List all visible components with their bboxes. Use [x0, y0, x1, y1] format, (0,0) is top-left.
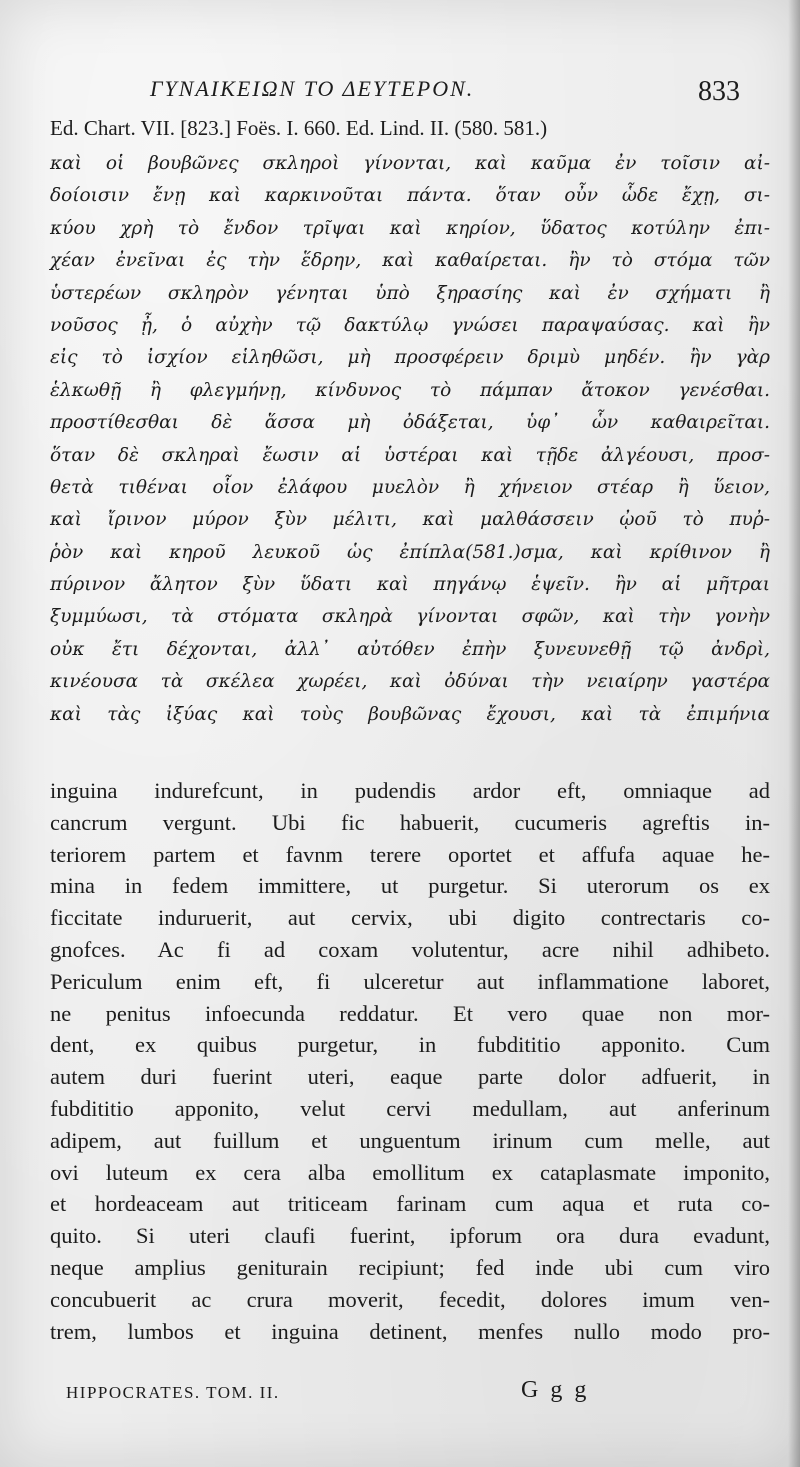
latin-translation-block: [50, 775, 770, 1347]
latin-line: concubuerit ac crura moverit, fecedit, dolores imum ven-: [50, 1286, 770, 1312]
edition-reference-line: Ed. Chart. VII. [823.] Foës. I. 660. Ed. Lind. II. (580. 581.): [50, 116, 548, 140]
latin-line: teriorem partem et favnm terere oportet et affufa aquae he-: [50, 841, 770, 867]
greek-line: οὐκ ἔτι δέχονται, ἀλλ᾽ αὐτόθεν ἐπὴν ξυνευνεθῇ τῷ ἀνδρὶ,: [50, 638, 770, 660]
greek-text-block: [50, 148, 770, 731]
page-edge-shadow: [788, 0, 800, 1467]
page-footer: [66, 1377, 666, 1413]
latin-line: et hordeaceam aut triticeam farinam cum aqua et ruta co-: [50, 1191, 770, 1217]
greek-line: καὶ τὰς ἰξύας καὶ τοὺς βουβῶνας ἔχουσι, καὶ τὰ ἐπιμήνια: [50, 703, 770, 725]
greek-line: ξυμμύωσι, τὰ στόματα σκληρὰ γίνονται σφῶν, καὶ τὴν γονὴν: [50, 606, 770, 628]
latin-line: dent, ex quibus purgetur, in fubdititio apponito. Cum: [50, 1032, 770, 1058]
signature-mark: G g g: [521, 1377, 590, 1403]
latin-line: fubdititio apponito, velut cervi medullam, aut anferinum: [50, 1095, 770, 1121]
greek-line: ῥὸν καὶ κηροῦ λευκοῦ ὡς ἐπίπλα(581.)σμα, καὶ κρίθινον ἢ: [50, 541, 770, 563]
greek-line: ὑστερέων σκληρὸν γένηται ὑπὸ ξηρασίης καὶ ἐν σχήματι ἢ: [50, 282, 770, 304]
latin-line: gnofces. Ac fi ad coxam volutentur, acre nihil adhibeto.: [50, 936, 770, 962]
greek-line: χέαν ἐνεῖναι ἐς τὴν ἕδρην, καὶ καθαίρεται. ἢν τὸ στόμα τῶν: [50, 250, 770, 272]
greek-line: ὅταν δὲ σκληραὶ ἔωσιν αἱ ὑστέραι καὶ τῇδε ἀλγέουσι, προσ-: [50, 444, 770, 466]
footer-volume-label: HIPPOCRATES. TOM. II.: [66, 1383, 280, 1402]
running-head: [150, 70, 740, 110]
latin-line: ne penitus infoecunda reddatur. Et vero quae non mor-: [50, 1000, 770, 1026]
greek-line: προστίθεσθαι δὲ ἅσσα μὴ ὀδάξεται, ὑφ᾽ ὧν καθαιρεῖται.: [50, 412, 770, 434]
latin-line: cancrum vergunt. Ubi fic habuerit, cucumeris agreftis in-: [50, 809, 770, 835]
greek-line: καὶ ἴρινον μύρον ξὺν μέλιτι, καὶ μαλθάσσειν ᾠοῦ τὸ πυῤ-: [50, 509, 770, 531]
latin-line: Periculum enim eft, fi ulceretur aut inflammatione laboret,: [50, 968, 770, 994]
greek-line: κύου χρὴ τὸ ἔνδον τρῖψαι καὶ κηρίον, ὕδατος κοτύλην ἐπι-: [50, 217, 770, 239]
greek-line: θετὰ τιθέναι οἷον ἐλάφου μυελὸν ἢ χήνειον στέαρ ἢ ὕειον,: [50, 476, 770, 498]
greek-line: νοῦσος ᾖ, ὁ αὐχὴν τῷ δακτύλῳ γνώσει παραψαύσας. καὶ ἢν: [50, 314, 770, 336]
latin-line: quito. Si uteri claufi fuerint, ipforum ora dura evadunt,: [50, 1223, 770, 1249]
greek-line: καὶ οἱ βουβῶνες σκληροὶ γίνονται, καὶ καῦμα ἐν τοῖσιν αἰ-: [50, 153, 770, 174]
latin-line: inguina indurefcunt, in pudendis ardor eft, omniaque ad: [50, 778, 770, 803]
latin-line: ovi luteum ex cera alba emollitum ex cataplasmate imponito,: [50, 1159, 770, 1185]
latin-line: autem duri fuerint uteri, eaque parte dolor adfuerit, in: [50, 1064, 770, 1090]
greek-line: κινέουσα τὰ σκέλεα χωρέει, καὶ ὀδύναι τὴν νειαίρην γαστέρα: [50, 671, 770, 693]
latin-line: adipem, aut fuillum et unguentum irinum cum melle, aut: [50, 1127, 770, 1153]
greek-line: εἰς τὸ ἰσχίον εἱληθῶσι, μὴ προσφέρειν δριμὺ μηδέν. ἢν γὰρ: [50, 347, 770, 369]
latin-line: ficcitate induruerit, aut cervix, ubi digito contrectaris co-: [50, 905, 770, 931]
latin-line: neque amplius geniturain recipiunt; fed inde ubi cum viro: [50, 1254, 770, 1280]
latin-line: trem, lumbos et inguina detinent, menfes nullo modo pro-: [50, 1318, 770, 1344]
running-title: ΓΥΝΑΙΚΕΙΩΝ ΤΟ ΔΕΥΤΕΡΟΝ.: [150, 76, 475, 101]
page-number: 833: [698, 76, 740, 107]
greek-line: ἑλκωθῇ ἢ φλεγμήνῃ, κίνδυνος τὸ πάμπαν ἄτοκον γενέσθαι.: [50, 379, 770, 401]
latin-line: mina in fedem immittere, ut purgetur. Si uterorum os ex: [50, 873, 770, 899]
greek-line: δοίοισιν ἔνῃ καὶ καρκινοῦται πάντα. ὅταν οὖν ὧδε ἔχῃ, σι-: [50, 185, 770, 207]
greek-line: πύρινον ἄλητον ξὺν ὕδατι καὶ πηγάνῳ ἑψεῖν. ἢν αἱ μῆτραι: [50, 574, 770, 596]
